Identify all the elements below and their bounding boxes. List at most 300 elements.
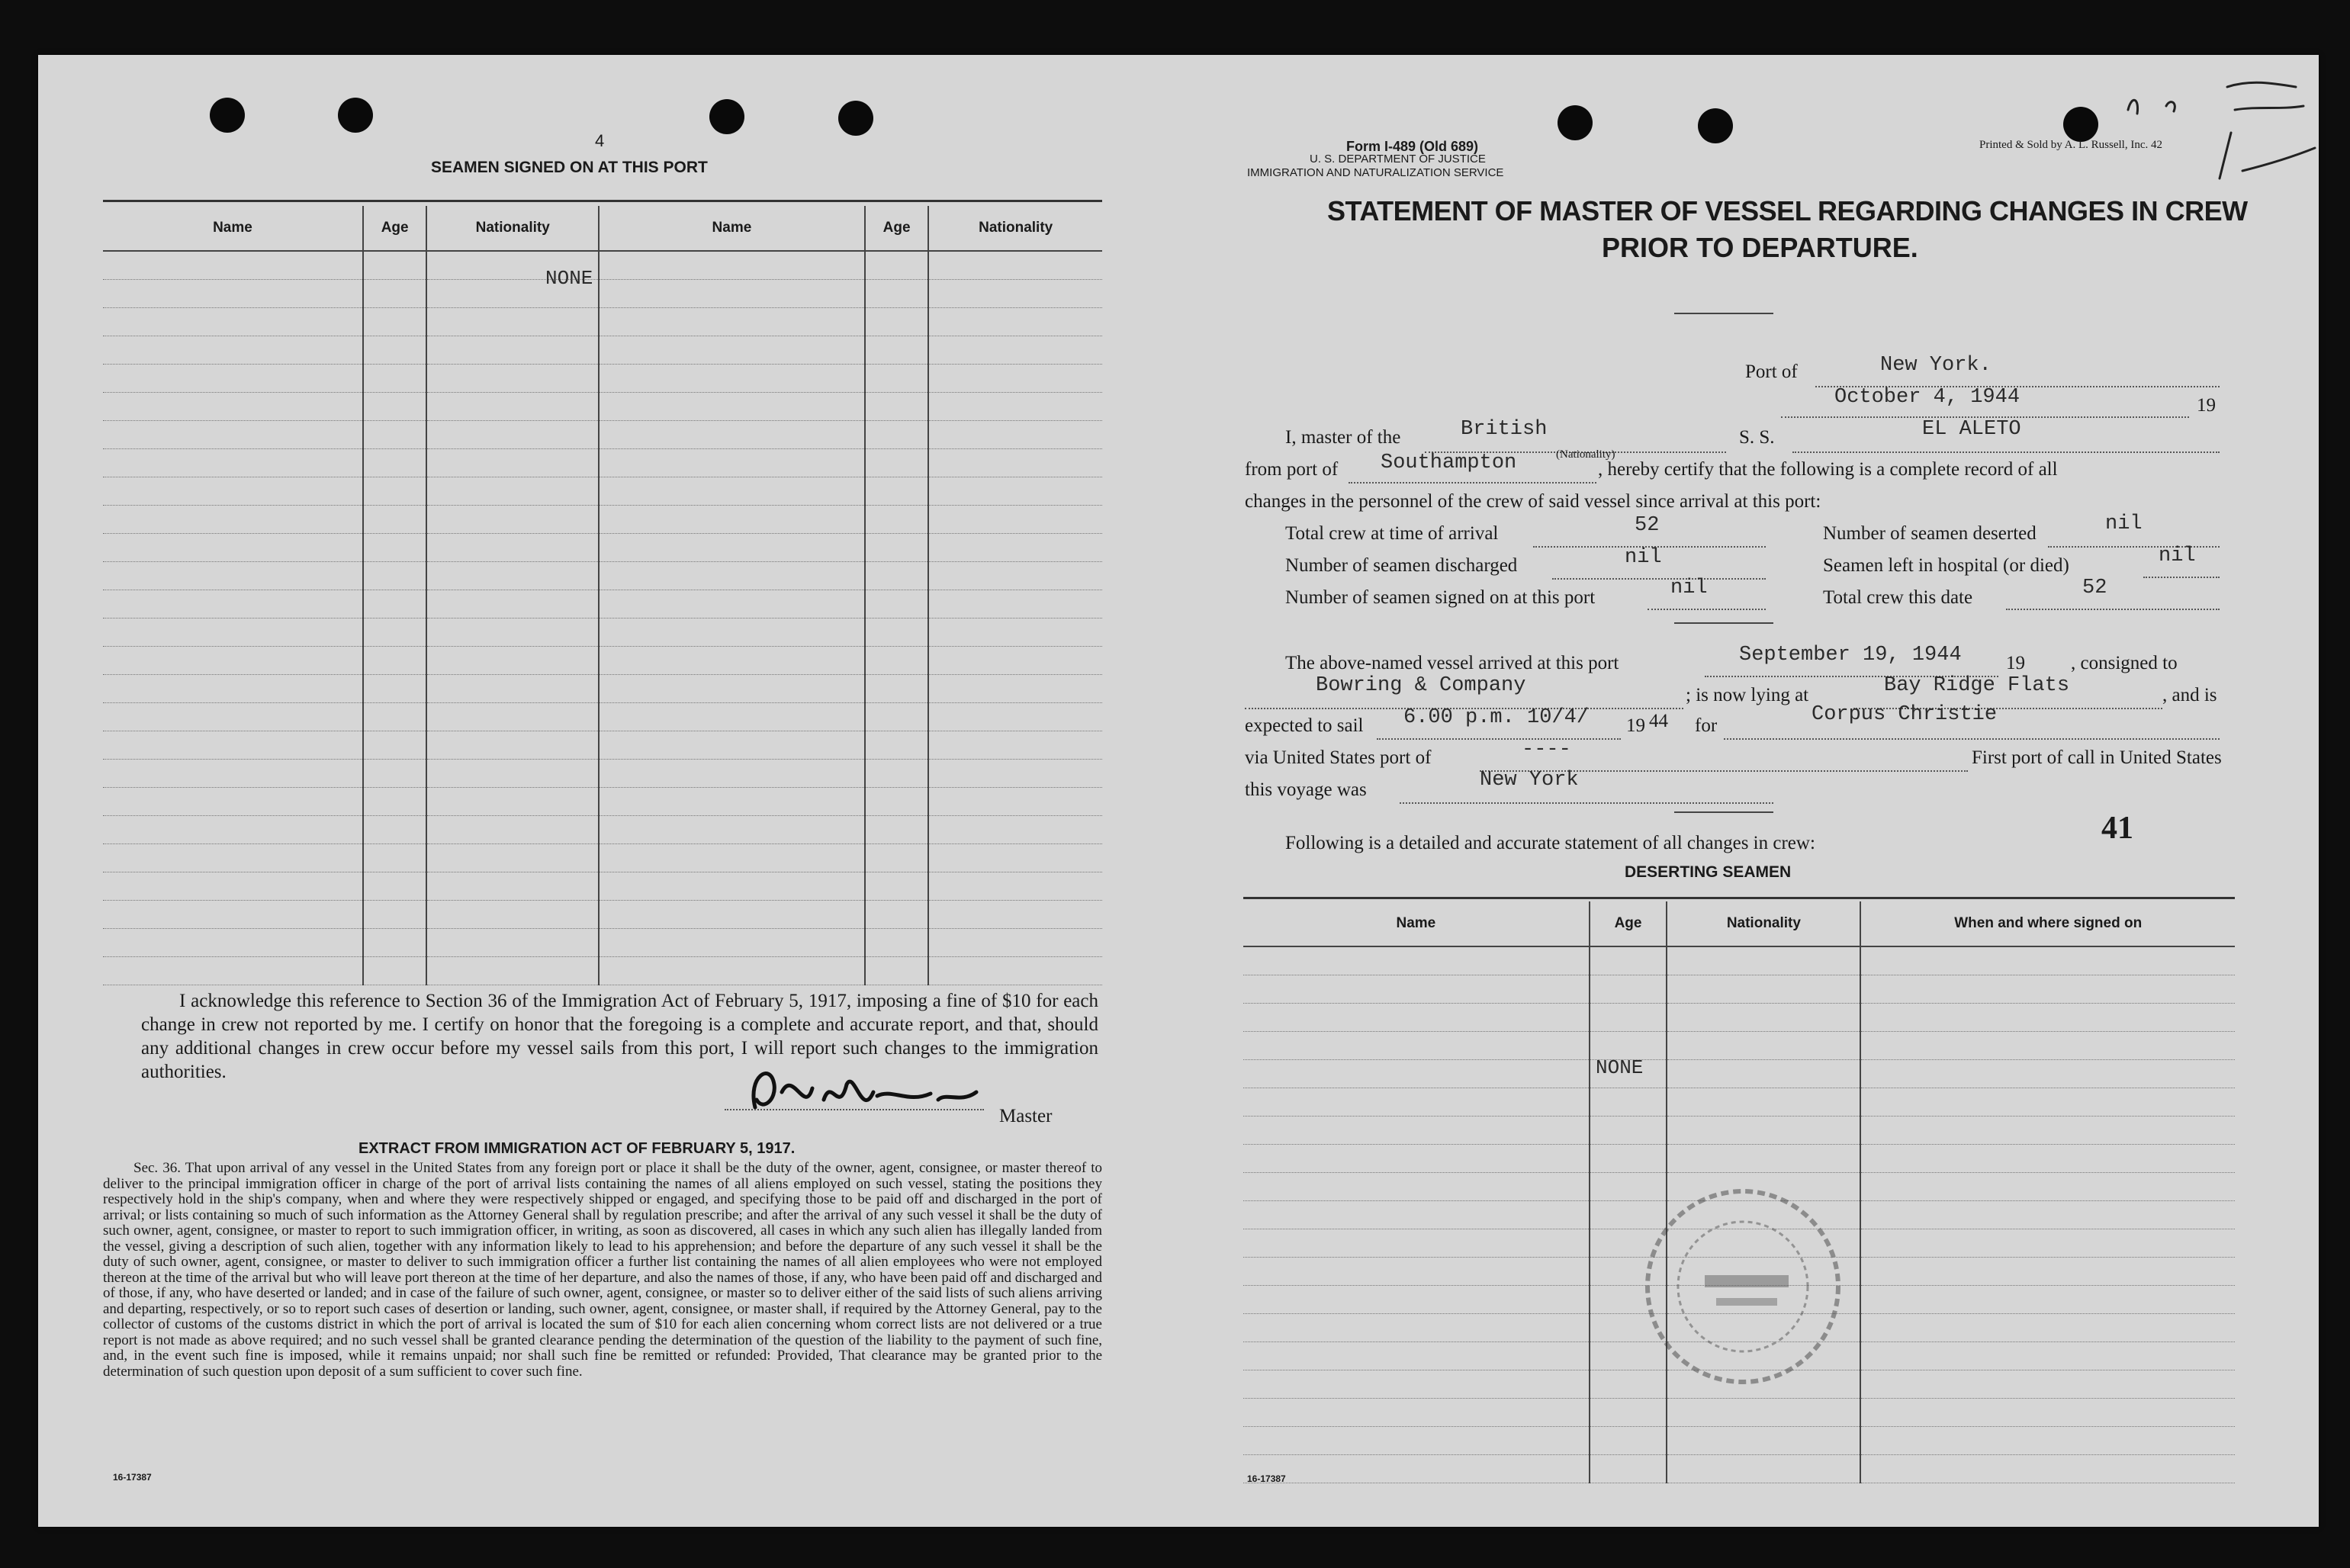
table-cell bbox=[103, 393, 363, 421]
table-cell bbox=[426, 336, 599, 365]
table-cell bbox=[599, 901, 865, 929]
table-cell bbox=[865, 647, 929, 675]
from-port-value: Southampton bbox=[1381, 451, 1517, 474]
table-cell bbox=[1667, 946, 1860, 975]
table-cell bbox=[103, 816, 363, 844]
table-cell bbox=[1667, 1427, 1860, 1455]
table-cell bbox=[1590, 1427, 1667, 1455]
document-sheet bbox=[38, 55, 2319, 1527]
table-cell bbox=[103, 590, 363, 619]
signature-line bbox=[725, 1109, 984, 1110]
table-cell bbox=[1590, 1117, 1667, 1145]
table-cell bbox=[103, 562, 363, 590]
table-cell bbox=[1590, 1032, 1667, 1060]
punch-hole bbox=[1698, 108, 1733, 143]
table-cell bbox=[865, 421, 929, 449]
table-cell bbox=[103, 872, 363, 901]
deserted-label: Number of seamen deserted bbox=[1823, 523, 2037, 544]
table-cell bbox=[103, 731, 363, 760]
nationality-caption: (Nationality) bbox=[1556, 448, 1615, 461]
table-row bbox=[103, 731, 1102, 760]
table-row bbox=[103, 251, 1102, 280]
table-cell bbox=[426, 477, 599, 506]
table-cell bbox=[363, 308, 427, 336]
table-cell bbox=[928, 308, 1102, 336]
table-cell bbox=[426, 703, 599, 731]
table-cell bbox=[1243, 1060, 1590, 1088]
table-cell bbox=[426, 308, 599, 336]
table-cell bbox=[865, 365, 929, 393]
table-cell bbox=[599, 872, 865, 901]
table-cell bbox=[928, 731, 1102, 760]
col-age: Age bbox=[363, 206, 427, 251]
table-cell bbox=[928, 590, 1102, 619]
table-cell bbox=[426, 901, 599, 929]
table-cell bbox=[599, 280, 865, 308]
table-cell bbox=[426, 731, 599, 760]
table-cell bbox=[426, 590, 599, 619]
table-cell bbox=[1590, 1088, 1667, 1117]
table-cell bbox=[599, 449, 865, 477]
first-call-label: First port of call in United States bbox=[1972, 747, 2222, 768]
table-row bbox=[1243, 1117, 2235, 1145]
table-cell bbox=[865, 872, 929, 901]
table-cell bbox=[363, 280, 427, 308]
table-cell bbox=[1860, 1004, 2235, 1032]
date-year-suffix: 19 bbox=[2197, 395, 2216, 416]
deserting-none-entry: NONE bbox=[1596, 1056, 1644, 1079]
table-cell bbox=[363, 506, 427, 534]
punch-hole bbox=[709, 99, 744, 134]
table-cell bbox=[599, 619, 865, 647]
table-cell bbox=[103, 901, 363, 929]
table-cell bbox=[426, 647, 599, 675]
table-cell bbox=[1860, 1258, 2235, 1286]
nationality-value: British bbox=[1461, 418, 1548, 441]
table-cell bbox=[865, 929, 929, 957]
via-value: ---- bbox=[1522, 738, 1571, 761]
table-cell bbox=[363, 760, 427, 788]
table-cell bbox=[599, 534, 865, 562]
table-cell bbox=[426, 844, 599, 872]
table-cell bbox=[928, 534, 1102, 562]
table-cell bbox=[928, 365, 1102, 393]
table-row bbox=[103, 872, 1102, 901]
table-cell bbox=[363, 675, 427, 703]
table-row bbox=[103, 816, 1102, 844]
table-cell bbox=[599, 251, 865, 280]
port-label: Port of bbox=[1745, 361, 1798, 382]
table-cell bbox=[103, 506, 363, 534]
table-cell bbox=[103, 365, 363, 393]
table-cell bbox=[363, 647, 427, 675]
arrived-year: 19 bbox=[2006, 653, 2025, 673]
table-cell bbox=[426, 506, 599, 534]
table-row bbox=[103, 562, 1102, 590]
table-cell bbox=[426, 760, 599, 788]
table-cell bbox=[599, 731, 865, 760]
table-cell bbox=[928, 336, 1102, 365]
table-header-row bbox=[103, 206, 1102, 251]
table-row bbox=[103, 280, 1102, 308]
total-arrival-label: Total crew at time of arrival bbox=[1285, 523, 1499, 544]
changes-text: changes in the personnel of the crew of said vessel since arrival at this port: bbox=[1245, 491, 1821, 512]
table-cell bbox=[1243, 975, 1590, 1004]
table-row bbox=[103, 901, 1102, 929]
table-cell bbox=[1860, 1060, 2235, 1088]
hospital-value: nil bbox=[2159, 545, 2196, 567]
total-date-field bbox=[2006, 586, 2220, 610]
signed-on-none-entry: NONE bbox=[545, 267, 593, 290]
table-cell bbox=[1667, 1004, 1860, 1032]
table-row bbox=[103, 788, 1102, 816]
col-nationality: Nationality bbox=[426, 206, 599, 251]
table-cell bbox=[1667, 1117, 1860, 1145]
table-cell bbox=[1590, 975, 1667, 1004]
following-text: Following is a detailed and accurate statement of all changes in crew: bbox=[1285, 833, 1815, 853]
table-cell bbox=[363, 421, 427, 449]
table-cell bbox=[599, 957, 865, 985]
table-cell bbox=[865, 534, 929, 562]
vessel-value: EL ALETO bbox=[1922, 418, 2021, 441]
table-cell bbox=[599, 929, 865, 957]
table-cell bbox=[1860, 946, 2235, 975]
table-cell bbox=[928, 929, 1102, 957]
printer-credit: Printed & Sold by A. L. Russell, Inc. 42 bbox=[1979, 139, 2162, 151]
signed-on-label: Number of seamen signed on at this port bbox=[1285, 587, 1596, 608]
consignee-value: Bowring & Company bbox=[1316, 674, 1526, 697]
table-cell bbox=[928, 788, 1102, 816]
handwritten-mark bbox=[2098, 64, 2319, 194]
lying-label: ; is now lying at bbox=[1686, 685, 1809, 705]
table-cell bbox=[363, 957, 427, 985]
table-cell bbox=[599, 365, 865, 393]
table-cell bbox=[1860, 1117, 2235, 1145]
table-cell bbox=[599, 675, 865, 703]
sail-value: 6.00 p.m. 10/4/ bbox=[1403, 706, 1590, 729]
sail-year-prefix: 19 bbox=[1626, 715, 1645, 736]
table-cell bbox=[363, 844, 427, 872]
table-cell bbox=[865, 619, 929, 647]
table-cell bbox=[1590, 1004, 1667, 1032]
table-row bbox=[103, 619, 1102, 647]
table-cell bbox=[103, 449, 363, 477]
desert-col-age: Age bbox=[1590, 901, 1667, 946]
table-cell bbox=[865, 562, 929, 590]
table-cell bbox=[363, 477, 427, 506]
table-cell bbox=[599, 393, 865, 421]
table-cell bbox=[865, 590, 929, 619]
table-cell bbox=[1243, 1399, 1590, 1427]
table-cell bbox=[103, 788, 363, 816]
table-cell bbox=[426, 929, 599, 957]
left-page-title: SEAMEN SIGNED ON AT THIS PORT bbox=[431, 159, 708, 176]
table-cell bbox=[426, 619, 599, 647]
date-value: October 4, 1944 bbox=[1834, 386, 2020, 409]
form-title-line1: STATEMENT OF MASTER OF VESSEL REGARDING CHANGES IN CREW bbox=[1327, 195, 2248, 227]
col-nationality-2: Nationality bbox=[928, 206, 1102, 251]
table-cell bbox=[103, 477, 363, 506]
table-cell bbox=[599, 816, 865, 844]
table-row bbox=[103, 957, 1102, 985]
consigned-label: , consigned to bbox=[2071, 653, 2178, 673]
table-cell bbox=[599, 647, 865, 675]
table-row bbox=[103, 590, 1102, 619]
table-cell bbox=[363, 590, 427, 619]
table-cell bbox=[363, 534, 427, 562]
port-value: New York. bbox=[1880, 354, 1992, 377]
table-cell bbox=[928, 251, 1102, 280]
master-label: Master bbox=[999, 1106, 1053, 1126]
table-cell bbox=[1667, 1088, 1860, 1117]
table-row bbox=[103, 365, 1102, 393]
col-name-2: Name bbox=[599, 206, 865, 251]
master-of-label: I, master of the bbox=[1285, 427, 1401, 448]
table-cell bbox=[1590, 946, 1667, 975]
table-cell bbox=[865, 477, 929, 506]
table-cell bbox=[1860, 1201, 2235, 1229]
table-row bbox=[1243, 1427, 2235, 1455]
table-cell bbox=[103, 280, 363, 308]
arrived-value: September 19, 1944 bbox=[1739, 644, 1962, 667]
table-cell bbox=[1590, 1455, 1667, 1483]
form-number: Form I-489 (Old 689) bbox=[1346, 139, 1479, 154]
table-cell bbox=[1243, 1258, 1590, 1286]
table-cell bbox=[928, 477, 1102, 506]
table-cell bbox=[1667, 1060, 1860, 1088]
table-cell bbox=[426, 449, 599, 477]
arrived-label: The above-named vessel arrived at this port bbox=[1285, 653, 1619, 673]
title-rule bbox=[1674, 313, 1773, 314]
acknowledgment-text: I acknowledge this reference to Section 36 of the Immigration Act of February 5, 1917, imposing a fine of $10 for each change in crew not reported by me. I certify on honor that the foregoing is a complete and accurate report, and that, should any additional changes in crew occur before my vessel sails from this port, I will report such changes to the immigration authorities. bbox=[141, 991, 1098, 1082]
table-row bbox=[103, 336, 1102, 365]
table-cell bbox=[1243, 946, 1590, 975]
punch-hole bbox=[838, 101, 873, 136]
signed-on-value: nil bbox=[1670, 577, 1708, 599]
table-cell bbox=[103, 929, 363, 957]
table-cell bbox=[363, 365, 427, 393]
col-name: Name bbox=[103, 206, 363, 251]
voyage-label: this voyage was bbox=[1245, 779, 1367, 800]
table-cell bbox=[1860, 1427, 2235, 1455]
table-row bbox=[103, 308, 1102, 336]
table-cell bbox=[865, 449, 929, 477]
table-cell bbox=[865, 280, 929, 308]
desert-col-when-where: When and where signed on bbox=[1860, 901, 2235, 946]
table-cell bbox=[865, 251, 929, 280]
table-cell bbox=[103, 336, 363, 365]
and-is-text: , and is bbox=[2162, 685, 2217, 705]
table-cell bbox=[1243, 1088, 1590, 1117]
table-cell bbox=[599, 562, 865, 590]
table-row bbox=[1243, 1088, 2235, 1117]
table-cell bbox=[928, 901, 1102, 929]
table-cell bbox=[363, 929, 427, 957]
table-row bbox=[103, 929, 1102, 957]
table-cell bbox=[426, 872, 599, 901]
table-cell bbox=[928, 703, 1102, 731]
table-row bbox=[1243, 975, 2235, 1004]
table-cell bbox=[928, 957, 1102, 985]
table-cell bbox=[103, 647, 363, 675]
circular-stamp bbox=[1632, 1168, 1853, 1405]
right-form-code: 16-17387 bbox=[1247, 1473, 1286, 1484]
voyage-value: New York bbox=[1480, 769, 1579, 792]
table-cell bbox=[865, 788, 929, 816]
table-cell bbox=[1243, 1145, 1590, 1173]
table-cell bbox=[103, 421, 363, 449]
page-number: 4 bbox=[595, 131, 605, 150]
table-cell bbox=[928, 816, 1102, 844]
table-cell bbox=[1860, 1370, 2235, 1399]
table-cell bbox=[363, 788, 427, 816]
table-cell bbox=[928, 647, 1102, 675]
table-cell bbox=[426, 365, 599, 393]
left-form-code: 16-17387 bbox=[113, 1472, 152, 1483]
table-cell bbox=[928, 675, 1102, 703]
table-cell bbox=[599, 421, 865, 449]
table-cell bbox=[1243, 1229, 1590, 1258]
table-row bbox=[103, 421, 1102, 449]
table-cell bbox=[865, 816, 929, 844]
discharged-label: Number of seamen discharged bbox=[1285, 555, 1518, 576]
table-cell bbox=[1667, 975, 1860, 1004]
table-cell bbox=[599, 506, 865, 534]
table-cell bbox=[103, 619, 363, 647]
table-row bbox=[103, 506, 1102, 534]
table-row bbox=[103, 647, 1102, 675]
table-cell bbox=[1860, 1314, 2235, 1342]
table-cell bbox=[103, 844, 363, 872]
col-age-2: Age bbox=[865, 206, 929, 251]
table-cell bbox=[363, 703, 427, 731]
table-row bbox=[103, 477, 1102, 506]
via-label: via United States port of bbox=[1245, 747, 1432, 768]
desert-col-name: Name bbox=[1243, 901, 1590, 946]
punch-hole bbox=[210, 98, 245, 133]
table-cell bbox=[363, 251, 427, 280]
sail-label: expected to sail bbox=[1245, 715, 1364, 736]
deserted-value: nil bbox=[2105, 512, 2143, 535]
table-cell bbox=[599, 308, 865, 336]
service: IMMIGRATION AND NATURALIZATION SERVICE bbox=[1247, 166, 1504, 179]
table-cell bbox=[1243, 1117, 1590, 1145]
table-cell bbox=[928, 449, 1102, 477]
table-cell bbox=[426, 675, 599, 703]
table-cell bbox=[928, 421, 1102, 449]
table-cell bbox=[103, 675, 363, 703]
table-cell bbox=[103, 308, 363, 336]
table-cell bbox=[928, 844, 1102, 872]
table-cell bbox=[1860, 975, 2235, 1004]
table-cell bbox=[363, 393, 427, 421]
table-cell bbox=[865, 703, 929, 731]
table-cell bbox=[1243, 1201, 1590, 1229]
punch-hole bbox=[1558, 105, 1593, 140]
table-cell bbox=[1667, 1032, 1860, 1060]
port-field bbox=[1815, 360, 2220, 387]
table-cell bbox=[103, 534, 363, 562]
table-cell bbox=[928, 506, 1102, 534]
table-cell bbox=[363, 562, 427, 590]
signed-on-table bbox=[103, 206, 1102, 985]
table-row bbox=[1243, 1004, 2235, 1032]
form-title-line2: PRIOR TO DEPARTURE. bbox=[1602, 232, 1918, 263]
total-date-label: Total crew this date bbox=[1823, 587, 1973, 608]
table-cell bbox=[865, 901, 929, 929]
table-cell bbox=[363, 336, 427, 365]
table-cell bbox=[865, 957, 929, 985]
table-cell bbox=[426, 816, 599, 844]
table-cell bbox=[1860, 1145, 2235, 1173]
table-row bbox=[1243, 1032, 2235, 1060]
table-cell bbox=[1243, 1032, 1590, 1060]
table-cell bbox=[426, 957, 599, 985]
table-cell bbox=[1860, 1173, 2235, 1201]
table-cell bbox=[928, 760, 1102, 788]
table-cell bbox=[103, 703, 363, 731]
table-row bbox=[103, 844, 1102, 872]
table-cell bbox=[426, 788, 599, 816]
table-row bbox=[1243, 1060, 2235, 1088]
deserting-table-top-rule bbox=[1243, 897, 2235, 899]
table-row bbox=[103, 534, 1102, 562]
table-cell bbox=[928, 280, 1102, 308]
table-cell bbox=[865, 844, 929, 872]
table-cell bbox=[928, 393, 1102, 421]
stamp-number: 41 bbox=[2101, 811, 2133, 846]
table-cell bbox=[1243, 1004, 1590, 1032]
table-cell bbox=[103, 251, 363, 280]
table-cell bbox=[928, 562, 1102, 590]
lying-value: Bay Ridge Flats bbox=[1884, 674, 2070, 697]
hospital-label: Seamen left in hospital (or died) bbox=[1823, 555, 2069, 576]
table-cell bbox=[1860, 1342, 2235, 1370]
table-row bbox=[1243, 946, 2235, 975]
table-cell bbox=[599, 590, 865, 619]
extract-title: EXTRACT FROM IMMIGRATION ACT OF FEBRUARY 5, 1917. bbox=[358, 1140, 796, 1157]
voyage-field bbox=[1400, 778, 1773, 804]
table-top-rule bbox=[103, 200, 1102, 202]
table-cell bbox=[1860, 1455, 2235, 1483]
table-cell bbox=[363, 872, 427, 901]
table-row bbox=[103, 449, 1102, 477]
for-label: for bbox=[1695, 715, 1718, 736]
desert-col-nationality: Nationality bbox=[1667, 901, 1860, 946]
extract-text: Sec. 36. That upon arrival of any vessel in the United States from any foreign port or place it shall be the duty of the owner, agent, consignee, or master thereof to deliver to the principal immigration officer in charge of the port of arrival lists containing the names of all aliens employed on such vessel, stating the positions they respectively hold in the ship's company, when and where they were respectively shipped or engaged, and specifying those to be paid off and discharged in the port of arrival; or lists containing so much of such information as the Attorney General shall by regulation prescribe; and after the arrival of any such vessel it shall be the duty of such owner, agent, consignee, or master to report to such immigration officer, in writing, as soon as discovered, all cases in which any such alien has illegally landed from the vessel, giving a description of such alien, together with any information likely to lead to his apprehension; and before the departure of any such vessel it shall be the duty of such owner, agent, consignee, or master to deliver to such immigration officer a further list containing the names of all alien employees who were not employed thereon at the time of the arrival but who will leave port thereon at the time of her departure, and also the names of those, if any, who have been paid off and discharged and of those, if any, who have deserted or landed; and in case of the failure of such owner, agent, consignee, or master so to deliver either of the said lists of such aliens arriving and departing, respectively, or so to report such cases of desertion or landing, such owner, agent, consignee, or master shall, if required by the Attorney General, pay to the collector of customs of the customs district in which the port of arrival is located the sum of $10 for each alien concerning whom correct lists are not delivered or a true report is not made as above required; and no such vessel shall be granted clearance pending the determination of the question of the liability to the payment of such fine, and, in the event such fine is imposed, while it remains unpaid; nor shall such fine be remitted or refunded: Provided, That clearance may be granted prior to the determination of such question upon deposit of a sum sufficient to cover such fine. bbox=[103, 1160, 1102, 1380]
table-cell bbox=[426, 393, 599, 421]
table-cell bbox=[928, 872, 1102, 901]
certify-text: , hereby certify that the following is a complete record of all bbox=[1598, 459, 2058, 480]
table-cell bbox=[865, 506, 929, 534]
total-arrival-value: 52 bbox=[1635, 514, 1660, 537]
table-cell bbox=[599, 760, 865, 788]
table-cell bbox=[599, 788, 865, 816]
sail-year: 44 bbox=[1649, 711, 1668, 731]
table-cell bbox=[865, 336, 929, 365]
punch-hole bbox=[2063, 107, 2098, 142]
table-row bbox=[103, 760, 1102, 788]
table-cell bbox=[426, 534, 599, 562]
table-cell bbox=[1860, 1286, 2235, 1314]
table-cell bbox=[865, 760, 929, 788]
department: U. S. DEPARTMENT OF JUSTICE bbox=[1310, 153, 1486, 165]
voyage-rule bbox=[1674, 811, 1773, 813]
table-cell bbox=[103, 760, 363, 788]
ss-label: S. S. bbox=[1739, 427, 1775, 448]
table-cell bbox=[1860, 1088, 2235, 1117]
table-cell bbox=[426, 421, 599, 449]
